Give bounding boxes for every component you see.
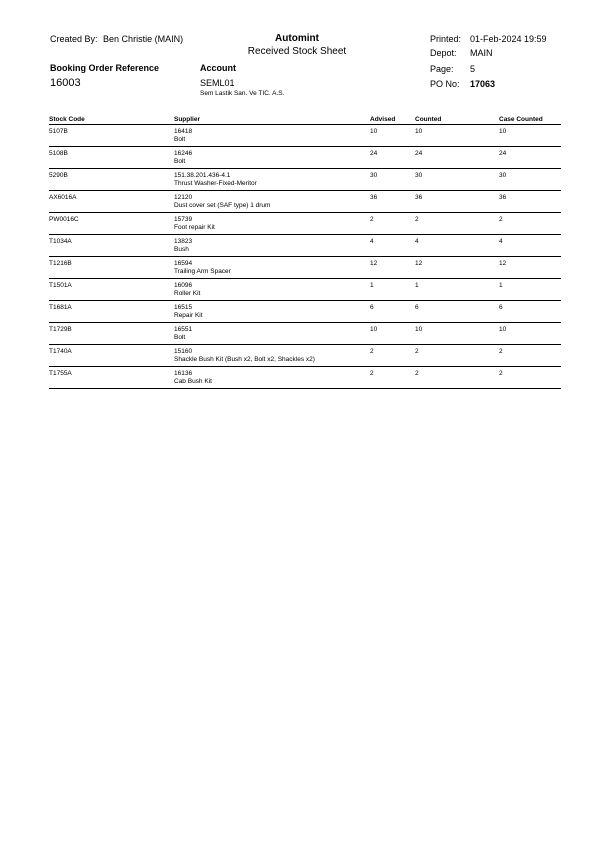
received-stock-table (49, 114, 561, 389)
item-description: Cab Bush Kit (174, 378, 212, 385)
supplier-code: 15160 (174, 348, 193, 355)
column-header-advised: Advised (370, 114, 415, 125)
counted-cell: 30 (415, 169, 499, 191)
column-header-stock-code: Stock Code (49, 114, 174, 125)
table-header-row (49, 114, 561, 125)
case-counted-cell: 2 (499, 367, 561, 389)
supplier-code: 16515 (174, 304, 193, 311)
supplier-code: 13823 (174, 238, 193, 245)
counted-cell: 6 (415, 301, 499, 323)
table-row (49, 169, 561, 191)
supplier-code: 16136 (174, 370, 193, 377)
column-header-counted: Counted (415, 114, 499, 125)
supplier-code: 15739 (174, 216, 193, 223)
depot-label: Depot: (430, 48, 457, 58)
supplier-cell (174, 147, 370, 169)
table-row (49, 279, 561, 301)
account-name: Sem Lastik San. Ve TIC. A.S. (200, 90, 285, 97)
advised-cell: 30 (370, 169, 415, 191)
stock-code-cell: T1755A (49, 367, 174, 389)
item-description: Bolt (174, 334, 186, 341)
supplier-cell (174, 213, 370, 235)
supplier-code: 151.38.201.436-4.1 (174, 172, 231, 179)
counted-cell: 10 (415, 323, 499, 345)
stock-code-cell: PW0016C (49, 213, 174, 235)
case-counted-cell: 2 (499, 345, 561, 367)
page-value: 5 (470, 64, 476, 74)
supplier-cell (174, 257, 370, 279)
table-row (49, 323, 561, 345)
stock-code-cell: T1681A (49, 301, 174, 323)
stock-code-cell: 5290B (49, 169, 174, 191)
po-label: PO No: (430, 79, 460, 89)
stock-code-cell: AX6016A (49, 191, 174, 213)
printed-label: Printed: (430, 34, 462, 44)
counted-cell: 2 (415, 345, 499, 367)
advised-cell: 1 (370, 279, 415, 301)
created-by-value: Ben Christie (MAIN) (103, 34, 184, 44)
booking-ref-value: 16003 (50, 77, 81, 89)
case-counted-cell: 12 (499, 257, 561, 279)
supplier-cell (174, 169, 370, 191)
supplier-cell (174, 301, 370, 323)
advised-cell: 10 (370, 323, 415, 345)
created-by-label: Created By: (50, 34, 98, 44)
supplier-code: 16246 (174, 150, 193, 157)
table-row (49, 147, 561, 169)
item-description: Bush (174, 246, 189, 253)
column-header-supplier: Supplier (174, 114, 370, 125)
counted-cell: 2 (415, 213, 499, 235)
account-label: Account (200, 63, 236, 73)
advised-cell: 2 (370, 345, 415, 367)
supplier-cell (174, 191, 370, 213)
table-row (49, 301, 561, 323)
sheet-title: Received Stock Sheet (247, 46, 347, 57)
stock-code-cell: T1740A (49, 345, 174, 367)
case-counted-cell: 6 (499, 301, 561, 323)
stock-code-cell: 5107B (49, 125, 174, 147)
case-counted-cell: 1 (499, 279, 561, 301)
supplier-cell (174, 345, 370, 367)
item-description: Repair Kit (174, 312, 203, 319)
counted-cell: 2 (415, 367, 499, 389)
created-by (50, 34, 183, 44)
table-row (49, 213, 561, 235)
item-description: Foot repair Kit (174, 224, 215, 231)
table-row (49, 257, 561, 279)
case-counted-cell: 10 (499, 125, 561, 147)
advised-cell: 4 (370, 235, 415, 257)
table-row (49, 367, 561, 389)
counted-cell: 1 (415, 279, 499, 301)
case-counted-cell: 4 (499, 235, 561, 257)
table-row (49, 235, 561, 257)
case-counted-cell: 30 (499, 169, 561, 191)
page-label: Page: (430, 64, 454, 74)
case-counted-cell: 24 (499, 147, 561, 169)
po-value: 17063 (470, 79, 496, 89)
counted-cell: 4 (415, 235, 499, 257)
item-description: Thrust Washer-Fixed-Meritor (174, 180, 257, 187)
case-counted-cell: 2 (499, 213, 561, 235)
stock-code-cell: T1729B (49, 323, 174, 345)
counted-cell: 24 (415, 147, 499, 169)
supplier-cell (174, 235, 370, 257)
counted-cell: 10 (415, 125, 499, 147)
supplier-code: 12120 (174, 194, 193, 201)
advised-cell: 24 (370, 147, 415, 169)
supplier-code: 16418 (174, 128, 193, 135)
booking-ref-label: Booking Order Reference (50, 63, 160, 73)
supplier-cell (174, 125, 370, 147)
depot-value: MAIN (470, 48, 493, 58)
item-description: Bolt (174, 136, 186, 143)
advised-cell: 10 (370, 125, 415, 147)
item-description: Bolt (174, 158, 186, 165)
counted-cell: 12 (415, 257, 499, 279)
company-name: Automint (275, 33, 319, 44)
supplier-cell (174, 367, 370, 389)
supplier-code: 16594 (174, 260, 193, 267)
advised-cell: 12 (370, 257, 415, 279)
table-row (49, 125, 561, 147)
column-header-case-counted: Case Counted (499, 114, 561, 125)
supplier-cell (174, 323, 370, 345)
item-description: Trailing Arm Spacer (174, 268, 231, 275)
table-row (49, 191, 561, 213)
case-counted-cell: 10 (499, 323, 561, 345)
supplier-cell (174, 279, 370, 301)
item-description: Roller Kit (174, 290, 201, 297)
stock-code-cell: 5108B (49, 147, 174, 169)
item-description: Dust cover set (SAF type) 1 drum (174, 202, 271, 209)
advised-cell: 36 (370, 191, 415, 213)
advised-cell: 2 (370, 213, 415, 235)
supplier-code: 16096 (174, 282, 193, 289)
stock-code-cell: T1501A (49, 279, 174, 301)
account-code: SEML01 (200, 78, 235, 88)
stock-code-cell: T1216B (49, 257, 174, 279)
supplier-code: 16551 (174, 326, 193, 333)
advised-cell: 2 (370, 367, 415, 389)
item-description: Shackle Bush Kit (Bush x2, Bolt x2, Shackles x2) (174, 356, 315, 363)
table-body (49, 125, 561, 389)
table-row (49, 345, 561, 367)
counted-cell: 36 (415, 191, 499, 213)
printed-value: 01-Feb-2024 19:59 (470, 34, 547, 44)
advised-cell: 6 (370, 301, 415, 323)
case-counted-cell: 36 (499, 191, 561, 213)
stock-code-cell: T1034A (49, 235, 174, 257)
